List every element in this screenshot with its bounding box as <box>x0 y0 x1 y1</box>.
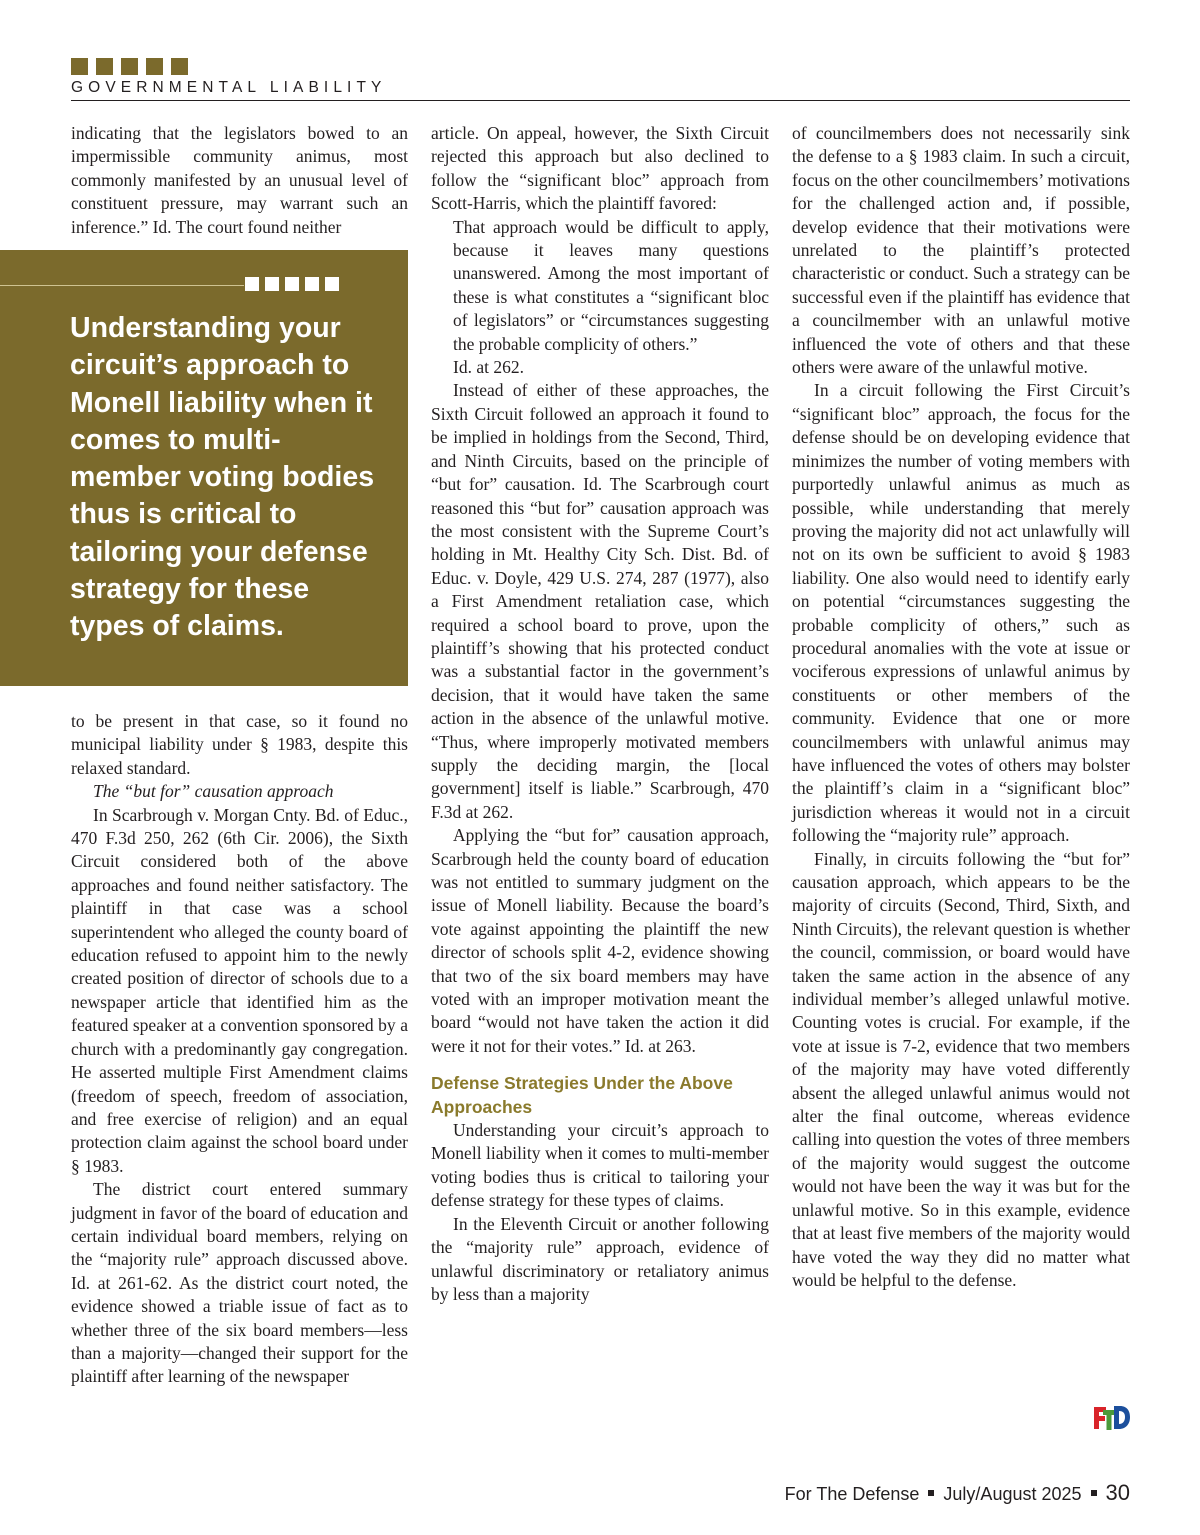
paragraph: In a circuit following the First Circuit’s “significant bloc” approach, the focus for the defense should be on developing evidence that minimizes the number of voting members with purportedly unlawful animus as much as possible, while understanding that merely proving the majority did not act unlawfully will not on its own be sufficient to avoid § 1983 liability. One also would need to identify early on potential “circumstances suggesting the probable complicity of others,” such as procedural anomalies with the vote at issue or vociferous expressions of unlawful animus by constituents or other members of the community. Evidence that one or more councilmembers with unlawful animus may have influenced the votes of others may bolster the plaintiff’s claim in a “significant bloc” jurisdiction whereas it would not in a circuit following the “majority rule” approach. <box>792 380 1130 846</box>
ftd-logo-graphic <box>1091 1403 1131 1432</box>
pull-quote-text: Understanding your circuit’s approach to Monell liability when it comes to multi-member voting bodies thus is critical to tailoring your defense strategy for these types of claims. <box>70 312 375 643</box>
header-square <box>121 58 138 75</box>
citation: Id. at 262. <box>453 357 524 378</box>
callout-square <box>285 277 299 291</box>
footer-separator <box>1091 1490 1097 1496</box>
section-label: GOVERNMENTAL LIABILITY <box>71 79 387 96</box>
header-decoration <box>71 58 188 75</box>
pull-quote-callout <box>0 250 408 686</box>
callout-square <box>305 277 319 291</box>
column-1-bottom <box>71 710 408 1389</box>
page-footer <box>785 1480 1130 1506</box>
column-2 <box>431 122 769 1306</box>
header-square <box>171 58 188 75</box>
column-3 <box>792 122 1130 1292</box>
page-number: 30 <box>1105 1480 1130 1505</box>
paragraph: Applying the “but for” causation approach, Scarbrough held the county board of education was not entitled to summary judgment on the issue of Monell liability. Because the board’s vote against appointing the plaintiff the new director of schools split 4-2, evidence showing that two of the six board members may have voted with an improper motivation meant the board “would not have taken the action it did were it not for their votes.” Id. at 263. <box>431 825 769 1056</box>
paragraph: to be present in that case, so it found no municipal liability under § 1983, despite this relaxed standard. <box>71 711 408 778</box>
paragraph: Finally, in circuits following the “but for” causation approach, which appears to be the majority of circuits (Second, Third, Sixth, and Ninth Circuits), the relevant question is whether the council, commission, or board would have taken the same action in the absence of any individual member’s alleged unlawful motive. Counting votes is crucial. For example, if the vote at issue is 7-2, evidence that two members of the majority may have voted differently absent the alleged unlawful animus would not alter the final outcome, whereas evidence calling into question the votes of three members of the majority would suggest the outcome would not have been the way it was but for the unlawful motive. So in this example, evidence that at least five members of the majority would have voted the way they did no matter what would be helpful to the defense. <box>792 848 1130 1290</box>
column-1-top <box>71 122 408 239</box>
callout-square <box>245 277 259 291</box>
paragraph: indicating that the legislators bowed to an impermissible community animus, most commonly manifested by an unusual level of constituent pressure, may warrant such an inference.” Id. The court found neither <box>71 123 408 237</box>
paragraph: of councilmembers does not necessarily sink the defense to a § 1983 claim. In such a circuit, focus on the other councilmembers’ motivations for the challenged action and, if possible, develop evidence that their motivations were unrelated to the plaintiff’s protected characteristic or conduct. Such a strategy can be successful even if the plaintiff has evidence that a councilmember with an unlawful motive influenced the vote of others and that these others were aware of the unlawful motive. <box>792 123 1130 378</box>
header-rule <box>71 100 1130 101</box>
callout-decoration <box>245 277 339 291</box>
header-square <box>71 58 88 75</box>
callout-rule <box>0 285 244 286</box>
paragraph: The district court entered summary judgment in favor of the board of education and certain individual board members, relying on the “majority rule” approach discussed above. Id. at 261-62. As the district court noted, the evidence showed a triable issue of fact as to whether three of the six board members—less than a majority—changed their support for the plaintiff after learning of the newspaper <box>71 1179 408 1387</box>
subsection-heading: The “but for” causation approach <box>93 781 334 802</box>
callout-square <box>265 277 279 291</box>
paragraph: Understanding your circuit’s approach to Monell liability when it comes to multi-member voting bodies thus is critical to tailoring your defense strategy for these types of claims. <box>431 1120 769 1211</box>
paragraph: article. On appeal, however, the Sixth Circuit rejected this approach but also declined to follow the “significant bloc” approach from Scott-Harris, which the plaintiff favored: <box>431 123 769 214</box>
ftd-logo-icon <box>1091 1403 1131 1432</box>
header-square <box>96 58 113 75</box>
section-heading: Defense Strategies Under the Above Approaches <box>431 1073 733 1117</box>
header-square <box>146 58 163 75</box>
paragraph: In the Eleventh Circuit or another following the “majority rule” approach, evidence of unlawful discriminatory or retaliatory animus by less than a majority <box>431 1213 769 1304</box>
footer-separator <box>928 1490 934 1496</box>
issue-date: July/August 2025 <box>943 1484 1082 1504</box>
publication-name: For The Defense <box>784 1484 920 1504</box>
paragraph: Instead of either of these approaches, the Sixth Circuit followed an approach it found to be implied in holdings from the Second, Third, and Ninth Circuits, based on the principle of “but for” causation. Id. The Scarbrough court reasoned this “but for” causation approach was the most consistent with the Supreme Court’s holding in Mt. Healthy City Sch. Dist. Bd. of Educ. v. Doyle, 429 U.S. 274, 287 (1977), also a First Amendment retaliation case, which required a school board to prove, upon the plaintiff’s showing that his protected conduct was a substantial factor in the government’s decision, that it would have taken the same action in the absence of the unlawful motive. “Thus, where improperly motivated members supply the deciding margin, the [local government] itself is liable.” Scarbrough, 470 F.3d at 262. <box>431 380 769 822</box>
callout-square <box>325 277 339 291</box>
block-quote: That approach would be difficult to apply, because it leaves many questions unanswered. Among the most important of these is what constitutes a “significant bloc of legislators” or “circumstances suggesting the probable complicity of others.” <box>453 216 769 354</box>
paragraph: In Scarbrough v. Morgan Cnty. Bd. of Educ., 470 F.3d 250, 262 (6th Cir. 2006), the Sixth Circuit considered both of the above approaches and found neither satisfactory. The plaintiff in that case was a school superintendent who alleged the county board of education refused to appoint him to the newly created position of director of schools due to a newspaper article that identified him as the featured speaker at a convention sponsored by a church with a predominantly gay congregation. He asserted multiple First Amendment claims (freedom of speech, freedom of association, and free exercise of religion) and an equal protection claim against the school board under § 1983. <box>71 804 408 1176</box>
